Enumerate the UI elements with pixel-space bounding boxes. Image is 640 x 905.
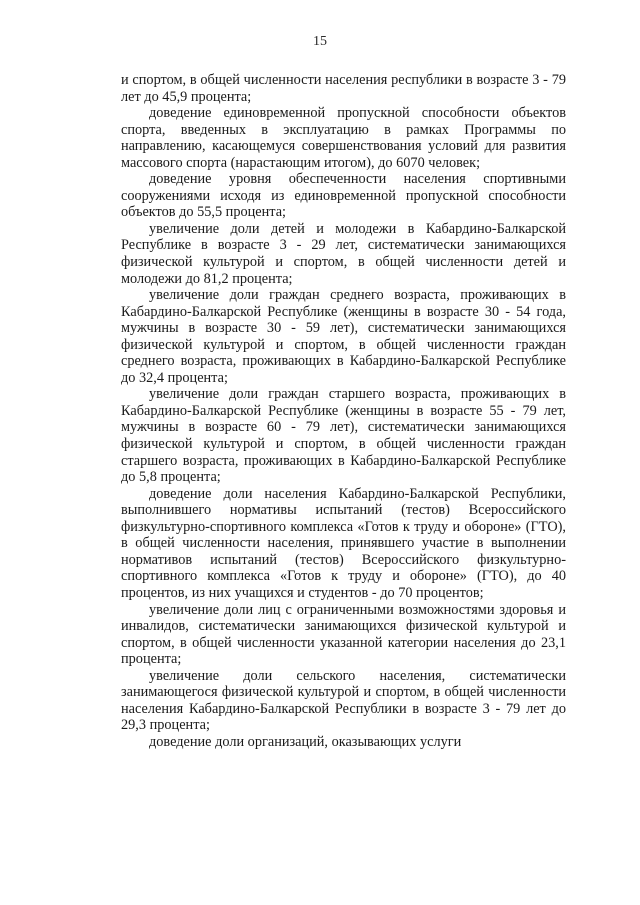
page-body: [121, 72, 566, 750]
paragraph-7: доведение доли населения Кабардино-Балкарской Республики, выполнившего нормативы испытаний (тестов) Всероссийского физкультурно-спортивного комплекса «Готов к труду и обороне» (ГТО), в общей численности населения, принявшего участие в выполнении нормативов испытаний (тестов) Всероссийского физкультурно-спортивного комплекса «Готов к труду и обороне» (ГТО), до 40 процентов, из них учащихся и студентов - до 70 процентов;: [121, 485, 566, 601]
paragraph-5: увеличение доли граждан среднего возраста, проживающих в Кабардино-Балкарской Республике (женщины в возрасте 30 - 54 года, мужчины в возрасте 30 - 59 лет), систематически занимающихся физической культурой и спортом, в общей численности граждан среднего возраста, проживающих в Кабардино-Балкарской Республике до 32,4 процента;: [121, 287, 566, 386]
paragraph-3: доведение уровня обеспеченности населения спортивными сооружениями исходя из единовременной пропускной способности объектов до 55,5 процента;: [121, 171, 566, 221]
paragraph-6: увеличение доли граждан старшего возраста, проживающих в Кабардино-Балкарской Республике (женщины в возрасте 55 - 79 лет, мужчины в возрасте 60 - 79 лет), систематически занимающихся физической культурой и спортом, в общей численности граждан старшего возраста, проживающих в Кабардино-Балкарской Республике до 5,8 процента;: [121, 386, 566, 486]
paragraph-2: доведение единовременной пропускной способности объектов спорта, введенных в эксплуатацию в рамках Программы по направлению, касающемуся совершенствования условий для развития массового спорта (нарастающим итогом), до 6070 человек;: [121, 105, 566, 171]
page-number: 15: [313, 34, 327, 49]
paragraph-1: и спортом, в общей численности населения республики в возрасте 3 - 79 лет до 45,9 процента;: [121, 72, 566, 105]
paragraph-9: увеличение доли сельского населения, систематически занимающегося физической культурой и спортом, в общей численности населения Кабардино-Балкарской Республики в возрасте 3 - 79 лет до 29,3 процента;: [121, 667, 566, 734]
paragraph-10: доведение доли организаций, оказывающих услуги: [149, 733, 462, 750]
paragraph-8: увеличение доли лиц с ограниченными возможностями здоровья и инвалидов, систематически занимающихся физической культурой и спортом, в общей численности указанной категории населения до 23,1 процента;: [121, 601, 566, 668]
paragraph-4: увеличение доли детей и молодежи в Кабардино-Балкарской Республике в возрасте 3 - 29 лет, систематически занимающихся физической культурой и спортом, в общей численности детей и молодежи до 81,2 процента;: [121, 220, 566, 287]
